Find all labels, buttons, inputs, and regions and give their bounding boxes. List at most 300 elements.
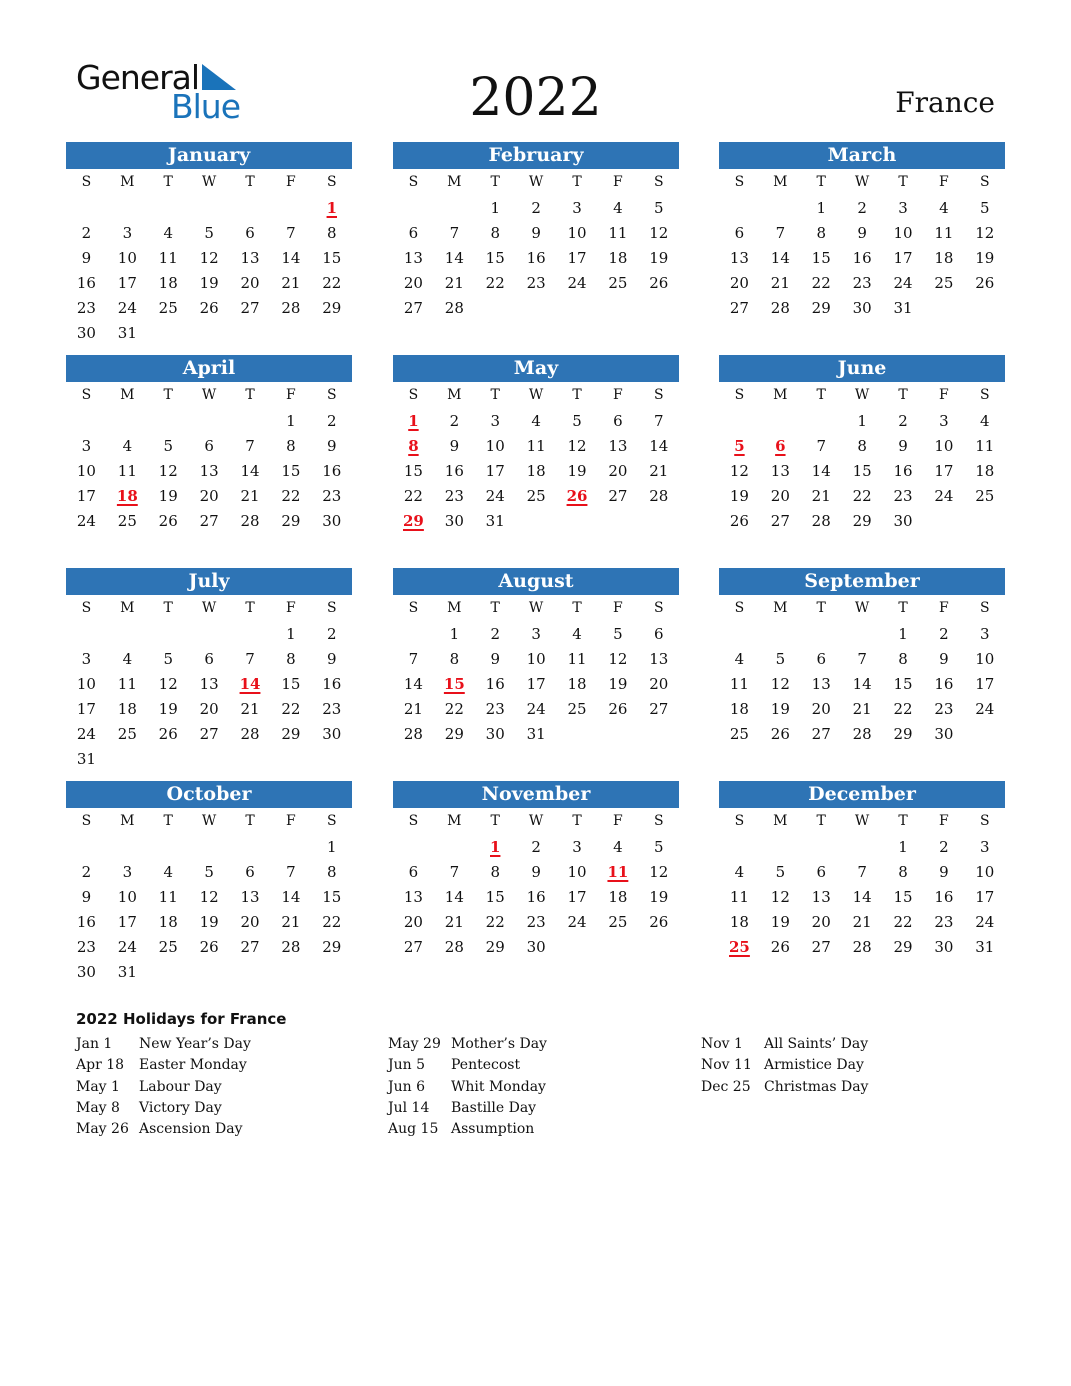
empty-cell [148, 622, 189, 647]
day-cell: 15 [281, 675, 301, 694]
day-cell: 1 [898, 625, 908, 643]
day-cell: 17 [567, 249, 587, 268]
day-cell: 23 [76, 938, 96, 957]
day-cell: 6 [245, 224, 255, 243]
day-cell: 8 [490, 863, 500, 882]
weekday-label: T [816, 813, 826, 829]
day-cell: 7 [449, 224, 460, 243]
empty-cell [66, 409, 107, 434]
weekday-label: M [447, 813, 462, 829]
holiday-item [76, 1098, 376, 1119]
day-cell: 29 [322, 938, 342, 957]
day-cell: 4 [613, 199, 623, 217]
day-cell: 15 [893, 675, 913, 694]
day-cell: 11 [608, 224, 628, 243]
empty-cell [434, 835, 475, 860]
day-cell: 11 [158, 249, 178, 268]
day-cell: 10 [526, 650, 546, 669]
day-cell: 4 [122, 650, 133, 669]
weekday-label: S [81, 174, 92, 190]
day-cell: 30 [934, 725, 954, 744]
day-cell: 30 [322, 725, 342, 744]
holiday-item [388, 1098, 688, 1119]
weekday-label: S [653, 813, 664, 829]
weekday-label: T [163, 174, 173, 190]
day-cell: 8 [490, 224, 500, 243]
day-cell: 12 [608, 650, 628, 669]
day-cell: 12 [649, 224, 669, 243]
day-cell: 12 [975, 224, 995, 243]
weekday-label: T [163, 813, 173, 829]
day-cell: 21 [852, 913, 872, 932]
day-cell: 2 [898, 412, 908, 430]
holiday-day-cell: 1 [490, 838, 501, 856]
weekday-label: M [447, 387, 462, 403]
weekday-label: S [653, 174, 664, 190]
day-cell: 19 [608, 675, 628, 694]
day-cell: 23 [934, 913, 954, 932]
empty-cell [719, 835, 760, 860]
weekday-label: F [286, 174, 296, 190]
empty-cell [719, 622, 760, 647]
day-cell: 30 [934, 938, 954, 957]
weekday-label: W [201, 813, 217, 829]
weekday-label: T [572, 600, 582, 616]
weekday-label: S [326, 387, 337, 403]
day-cell: 14 [852, 675, 872, 694]
day-cell: 26 [649, 913, 669, 932]
day-cell: 20 [770, 487, 790, 506]
empty-cell [719, 409, 760, 434]
day-cell: 31 [117, 963, 137, 982]
day-cell: 13 [403, 888, 423, 907]
day-cell: 13 [770, 462, 790, 481]
holiday-name: Assumption [451, 1121, 535, 1138]
day-cell: 4 [734, 650, 745, 669]
month-header: August [393, 568, 679, 595]
empty-cell [393, 622, 434, 647]
weekday-label: T [898, 813, 908, 829]
weekday-label: T [816, 174, 826, 190]
day-cell: 5 [163, 650, 173, 669]
empty-cell [66, 835, 107, 860]
weekday-label: M [120, 813, 135, 829]
day-cell: 6 [613, 412, 623, 430]
holiday-day-cell: 6 [775, 437, 786, 456]
logo-text-blue: Blue [171, 87, 241, 126]
holiday-name: Bastille Day [451, 1099, 537, 1116]
day-cell: 31 [117, 324, 137, 343]
day-cell: 13 [811, 675, 831, 694]
day-cell: 22 [485, 274, 505, 293]
holiday-column [76, 1034, 376, 1140]
day-cell: 25 [934, 274, 954, 293]
day-cell: 27 [199, 725, 219, 744]
day-cell: 7 [245, 437, 255, 456]
month-february [393, 142, 679, 321]
empty-cell [66, 196, 107, 221]
day-cell: 5 [654, 199, 664, 217]
month-december [719, 781, 1005, 960]
empty-cell [760, 835, 801, 860]
month-may [393, 355, 679, 534]
month-header: December [719, 781, 1005, 808]
day-cell: 13 [649, 650, 669, 669]
weekday-label: S [326, 600, 337, 616]
day-cell: 30 [76, 324, 96, 343]
day-cell: 18 [567, 675, 587, 694]
weekday-label: F [286, 387, 296, 403]
holiday-name: New Year’s Day [139, 1036, 251, 1052]
day-cell: 10 [934, 437, 954, 456]
day-cell: 2 [81, 224, 92, 243]
day-cell: 9 [531, 863, 541, 882]
day-cell: 19 [158, 700, 178, 719]
day-cell: 4 [122, 437, 133, 456]
day-cell: 21 [770, 274, 790, 293]
day-cell: 20 [608, 462, 628, 481]
day-cell: 1 [286, 412, 296, 430]
weekday-label: T [572, 387, 582, 403]
day-cell: 15 [281, 462, 301, 481]
day-cell: 26 [649, 274, 669, 293]
day-cell: 10 [485, 437, 505, 456]
weekday-label: T [490, 600, 500, 616]
day-cell: 4 [613, 838, 623, 856]
weekday-label: S [979, 174, 990, 190]
day-grid [66, 595, 352, 773]
day-cell: 14 [649, 437, 669, 456]
weekday-label: S [326, 174, 337, 190]
empty-cell [189, 196, 230, 221]
day-cell: 28 [649, 487, 669, 506]
day-cell: 11 [117, 462, 137, 481]
day-cell: 2 [939, 838, 949, 856]
day-cell: 6 [816, 650, 826, 669]
day-cell: 9 [898, 437, 908, 456]
holiday-date: May 26 [76, 1121, 129, 1138]
day-cell: 28 [852, 938, 872, 957]
day-cell: 26 [199, 938, 219, 957]
day-cell: 22 [403, 487, 423, 506]
holiday-item [388, 1077, 688, 1098]
weekday-label: T [816, 600, 826, 616]
day-cell: 6 [816, 863, 826, 882]
logo-text-general: General [76, 58, 200, 97]
day-cell: 19 [770, 700, 790, 719]
holiday-item [701, 1055, 1001, 1076]
empty-cell [801, 409, 842, 434]
day-cell: 7 [245, 650, 255, 669]
day-cell: 10 [567, 863, 587, 882]
day-cell: 3 [980, 625, 990, 643]
day-cell: 18 [526, 462, 546, 481]
day-cell: 24 [567, 274, 587, 293]
day-cell: 27 [403, 299, 423, 318]
holiday-day-cell: 14 [239, 675, 261, 694]
day-cell: 30 [444, 512, 464, 531]
day-cell: 29 [444, 725, 464, 744]
day-cell: 30 [852, 299, 872, 318]
weekday-label: T [163, 387, 173, 403]
day-cell: 21 [444, 274, 464, 293]
day-cell: 27 [811, 725, 831, 744]
day-cell: 18 [729, 913, 749, 932]
day-cell: 16 [322, 462, 342, 481]
holiday-date: Nov 1 [701, 1036, 743, 1052]
day-cell: 5 [613, 625, 623, 643]
day-cell: 20 [240, 274, 260, 293]
empty-cell [189, 835, 230, 860]
month-march [719, 142, 1005, 321]
empty-cell [189, 409, 230, 434]
day-cell: 25 [608, 274, 628, 293]
day-cell: 13 [240, 249, 260, 268]
day-cell: 24 [76, 725, 96, 744]
day-cell: 17 [567, 888, 587, 907]
day-cell: 22 [485, 913, 505, 932]
day-cell: 19 [567, 462, 587, 481]
day-cell: 14 [444, 249, 464, 268]
day-cell: 17 [975, 675, 995, 694]
day-cell: 10 [975, 863, 995, 882]
day-cell: 19 [199, 913, 219, 932]
weekday-label: S [734, 813, 745, 829]
day-cell: 25 [567, 700, 587, 719]
day-cell: 3 [81, 437, 92, 456]
month-header: March [719, 142, 1005, 169]
day-cell: 10 [975, 650, 995, 669]
month-header: September [719, 568, 1005, 595]
day-cell: 8 [898, 863, 908, 882]
day-cell: 1 [286, 625, 296, 643]
weekday-label: W [854, 387, 870, 403]
day-cell: 7 [857, 650, 867, 669]
day-cell: 21 [403, 700, 423, 719]
weekday-label: M [773, 174, 788, 190]
day-cell: 26 [770, 938, 790, 957]
day-cell: 21 [281, 274, 301, 293]
holiday-name: Christmas Day [764, 1078, 869, 1095]
day-cell: 29 [852, 512, 872, 531]
month-header: June [719, 355, 1005, 382]
holiday-day-cell: 11 [607, 863, 629, 882]
day-cell: 16 [322, 675, 342, 694]
holiday-date: May 8 [76, 1099, 120, 1116]
day-cell: 27 [240, 938, 260, 957]
month-july [66, 568, 352, 773]
weekday-label: T [245, 600, 255, 616]
day-cell: 16 [444, 462, 464, 481]
day-cell: 25 [526, 487, 546, 506]
weekday-label: S [653, 387, 664, 403]
day-cell: 21 [281, 913, 301, 932]
day-cell: 27 [199, 512, 219, 531]
day-cell: 8 [327, 863, 337, 882]
day-cell: 2 [531, 199, 541, 217]
weekday-label: F [613, 813, 623, 829]
day-cell: 30 [76, 963, 96, 982]
empty-cell [107, 622, 148, 647]
day-cell: 19 [649, 249, 669, 268]
holiday-name: Mother’s Day [451, 1036, 547, 1052]
day-cell: 6 [408, 863, 419, 882]
day-cell: 10 [567, 224, 587, 243]
weekday-label: T [490, 813, 500, 829]
day-grid [719, 808, 1005, 960]
day-cell: 19 [199, 274, 219, 293]
month-november [393, 781, 679, 960]
day-cell: 9 [327, 437, 337, 456]
day-cell: 21 [649, 462, 669, 481]
day-cell: 20 [403, 913, 423, 932]
day-cell: 21 [444, 913, 464, 932]
day-cell: 13 [199, 675, 219, 694]
day-cell: 15 [893, 888, 913, 907]
empty-cell [107, 196, 148, 221]
day-cell: 24 [975, 913, 995, 932]
day-cell: 4 [734, 863, 745, 882]
weekday-label: S [326, 813, 337, 829]
holiday-item [388, 1034, 688, 1055]
month-header: May [393, 355, 679, 382]
day-cell: 22 [893, 913, 913, 932]
day-cell: 13 [811, 888, 831, 907]
day-cell: 6 [654, 625, 664, 643]
day-cell: 28 [281, 938, 301, 957]
day-cell: 15 [403, 462, 423, 481]
weekday-label: W [201, 387, 217, 403]
day-cell: 28 [852, 725, 872, 744]
day-cell: 29 [893, 725, 913, 744]
holiday-name: Labour Day [139, 1078, 222, 1095]
weekday-label: M [773, 813, 788, 829]
day-cell: 14 [811, 462, 831, 481]
day-cell: 7 [449, 863, 460, 882]
empty-cell [107, 835, 148, 860]
empty-cell [189, 622, 230, 647]
day-cell: 28 [240, 725, 260, 744]
day-cell: 24 [485, 487, 505, 506]
day-cell: 14 [240, 462, 260, 481]
holiday-date: Apr 18 [76, 1057, 125, 1074]
weekday-label: T [898, 174, 908, 190]
day-cell: 20 [811, 913, 831, 932]
weekday-label: S [734, 174, 745, 190]
month-header: November [393, 781, 679, 808]
month-header: February [393, 142, 679, 169]
day-cell: 10 [117, 249, 137, 268]
weekday-label: T [245, 813, 255, 829]
day-cell: 13 [240, 888, 260, 907]
day-cell: 5 [572, 412, 582, 430]
day-cell: 18 [934, 249, 954, 268]
day-cell: 11 [729, 675, 749, 694]
month-october [66, 781, 352, 986]
holiday-item [388, 1055, 688, 1076]
day-cell: 9 [939, 650, 949, 669]
holiday-date: Dec 25 [701, 1078, 751, 1095]
day-grid [719, 382, 1005, 534]
day-cell: 29 [811, 299, 831, 318]
day-cell: 19 [649, 888, 669, 907]
day-cell: 17 [76, 700, 96, 719]
month-january [66, 142, 352, 347]
day-cell: 17 [117, 274, 137, 293]
day-cell: 2 [327, 625, 337, 643]
day-cell: 17 [934, 462, 954, 481]
day-cell: 18 [158, 274, 178, 293]
day-cell: 12 [770, 675, 790, 694]
day-cell: 15 [852, 462, 872, 481]
holiday-day-cell: 29 [403, 512, 424, 531]
empty-cell [760, 622, 801, 647]
weekday-label: F [286, 813, 296, 829]
day-cell: 22 [322, 913, 342, 932]
day-cell: 1 [857, 412, 867, 430]
day-cell: 30 [526, 938, 546, 957]
holiday-item [701, 1077, 1001, 1098]
empty-cell [148, 409, 189, 434]
day-cell: 21 [852, 700, 872, 719]
empty-cell [842, 835, 883, 860]
weekday-label: T [898, 387, 908, 403]
holiday-day-cell: 5 [734, 437, 745, 456]
day-cell: 28 [770, 299, 790, 318]
day-grid [393, 595, 679, 747]
day-cell: 25 [608, 913, 628, 932]
day-cell: 30 [322, 512, 342, 531]
day-cell: 12 [649, 863, 669, 882]
empty-cell [434, 196, 475, 221]
month-june [719, 355, 1005, 534]
day-cell: 25 [729, 725, 749, 744]
empty-cell [801, 835, 842, 860]
weekday-label: M [773, 387, 788, 403]
empty-cell [270, 835, 311, 860]
weekday-label: S [408, 387, 419, 403]
day-cell: 27 [240, 299, 260, 318]
weekday-label: S [653, 600, 664, 616]
day-cell: 16 [934, 888, 954, 907]
day-cell: 8 [898, 650, 908, 669]
day-cell: 16 [893, 462, 913, 481]
holiday-item [76, 1077, 376, 1098]
weekday-label: S [408, 813, 419, 829]
day-cell: 20 [403, 274, 423, 293]
day-cell: 24 [975, 700, 995, 719]
holiday-day-cell: 8 [408, 437, 419, 456]
day-cell: 15 [322, 249, 342, 268]
weekday-label: S [81, 813, 92, 829]
day-cell: 19 [158, 487, 178, 506]
day-cell: 1 [816, 199, 826, 217]
empty-cell [760, 409, 801, 434]
day-cell: 26 [770, 725, 790, 744]
weekday-label: S [81, 387, 92, 403]
day-cell: 24 [117, 938, 137, 957]
weekday-label: W [528, 600, 544, 616]
day-cell: 7 [816, 437, 826, 456]
weekday-label: W [528, 387, 544, 403]
day-cell: 18 [608, 888, 628, 907]
day-grid [393, 808, 679, 960]
day-cell: 29 [281, 512, 301, 531]
day-cell: 28 [811, 512, 831, 531]
day-cell: 4 [939, 199, 949, 217]
day-cell: 22 [281, 700, 301, 719]
weekday-label: F [939, 600, 949, 616]
